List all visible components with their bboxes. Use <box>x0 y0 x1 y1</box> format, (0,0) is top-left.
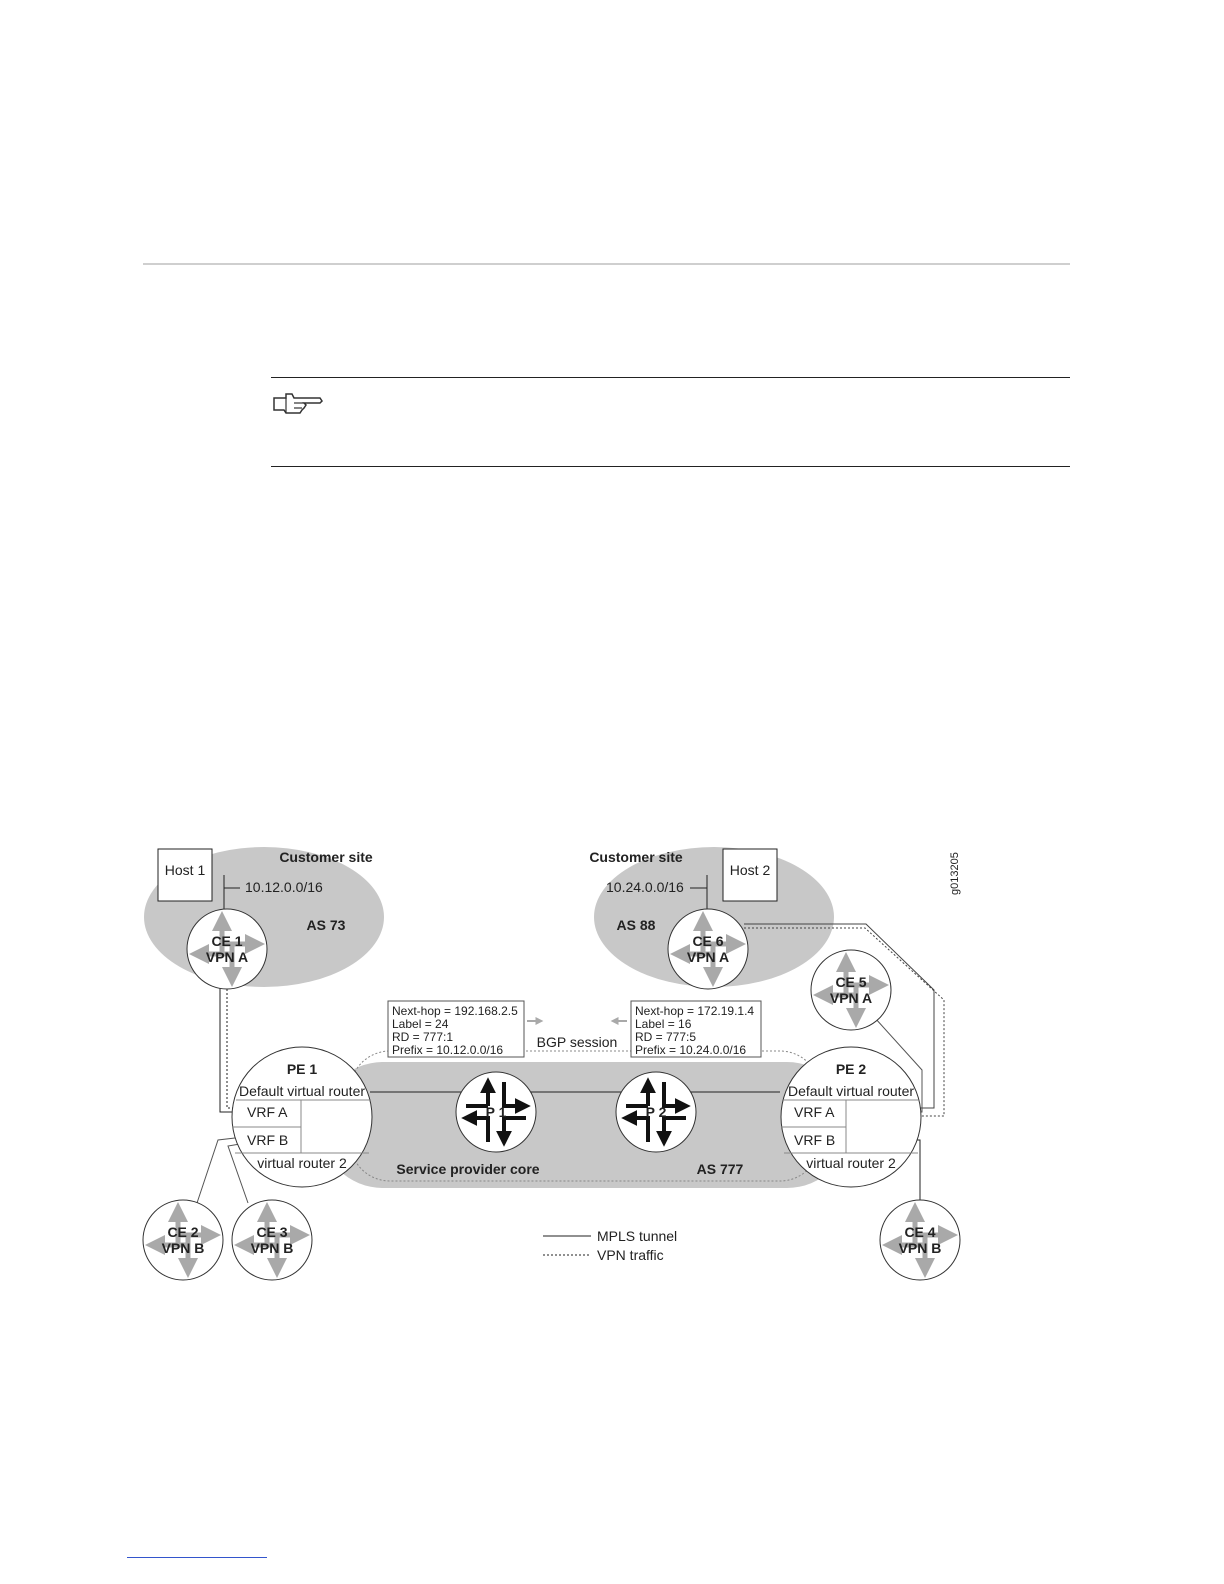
ce1-router <box>187 909 267 989</box>
svg-text:Prefix = 10.24.0.0/16: Prefix = 10.24.0.0/16 <box>635 1043 747 1057</box>
prefix-left: 10.12.0.0/16 <box>245 879 323 895</box>
svg-text:RD = 777:5: RD = 777:5 <box>635 1030 697 1044</box>
svg-text:CE 2: CE 2 <box>167 1224 199 1240</box>
core-label: Service provider core <box>396 1161 540 1177</box>
bgp-session-label: BGP session <box>536 1034 618 1050</box>
svg-text:Host 1: Host 1 <box>164 862 206 878</box>
svg-text:VPN A: VPN A <box>829 990 873 1006</box>
svg-text:Label = 24: Label = 24 <box>392 1017 449 1031</box>
bgp-route-box-right <box>631 1001 761 1057</box>
ce6-router <box>668 909 748 989</box>
svg-text:VPN A: VPN A <box>205 949 249 965</box>
svg-text:Label = 16: Label = 16 <box>635 1017 692 1031</box>
svg-text:CE 5: CE 5 <box>835 974 867 990</box>
ce3-router <box>232 1200 312 1280</box>
svg-text:Next-hop = 192.168.2.5: Next-hop = 192.168.2.5 <box>392 1004 518 1018</box>
svg-text:VPN B: VPN B <box>250 1240 294 1256</box>
ce2-router <box>143 1200 223 1280</box>
svg-text:CE 1: CE 1 <box>211 933 243 949</box>
svg-text:CE 4: CE 4 <box>904 1224 936 1240</box>
asn-right: AS 88 <box>616 917 656 933</box>
pe2-router <box>781 1047 921 1187</box>
svg-text:CE 6: CE 6 <box>692 933 724 949</box>
legend-mpls-label: MPLS tunnel <box>597 1228 678 1244</box>
footer-link-underline <box>127 1557 267 1558</box>
svg-text:CE 3: CE 3 <box>256 1224 288 1240</box>
ce4-router <box>880 1200 960 1280</box>
legend-vpn-label: VPN traffic <box>597 1247 664 1263</box>
svg-text:Default virtual router: Default virtual router <box>787 1083 915 1099</box>
svg-text:VPN B: VPN B <box>161 1240 205 1256</box>
svg-text:Next-hop = 172.19.1.4: Next-hop = 172.19.1.4 <box>635 1004 755 1018</box>
legend <box>543 1228 677 1263</box>
asn-left: AS 73 <box>306 917 346 933</box>
svg-text:virtual router 2: virtual router 2 <box>257 1155 347 1171</box>
svg-text:PE 2: PE 2 <box>835 1061 867 1077</box>
svg-text:VRF A: VRF A <box>794 1104 835 1120</box>
ce5-router <box>811 950 891 1030</box>
prefix-right: 10.24.0.0/16 <box>606 879 684 895</box>
bgp-route-box-left <box>388 1001 524 1057</box>
svg-text:Default virtual router: Default virtual router <box>238 1083 366 1099</box>
svg-text:P 2: P 2 <box>645 1104 667 1120</box>
svg-text:Host 2: Host 2 <box>729 862 771 878</box>
p1-router <box>456 1072 536 1152</box>
figure-id: g013205 <box>949 852 961 895</box>
site-title-right: Customer site <box>589 849 683 865</box>
svg-text:VRF B: VRF B <box>247 1132 289 1148</box>
link-ce2-pe1 <box>197 1138 235 1203</box>
svg-text:RD = 777:1: RD = 777:1 <box>392 1030 454 1044</box>
site-title-left: Customer site <box>279 849 373 865</box>
svg-text:VPN A: VPN A <box>686 949 730 965</box>
svg-text:Prefix = 10.12.0.0/16: Prefix = 10.12.0.0/16 <box>392 1043 504 1057</box>
core-asn: AS 777 <box>696 1161 744 1177</box>
pe1-router <box>232 1047 372 1187</box>
svg-text:VRF B: VRF B <box>794 1132 836 1148</box>
p2-router <box>616 1072 696 1152</box>
svg-text:P 1: P 1 <box>485 1104 507 1120</box>
svg-text:VRF A: VRF A <box>247 1104 288 1120</box>
svg-text:VPN B: VPN B <box>898 1240 942 1256</box>
svg-text:virtual router 2: virtual router 2 <box>806 1155 896 1171</box>
svg-text:PE 1: PE 1 <box>286 1061 318 1077</box>
